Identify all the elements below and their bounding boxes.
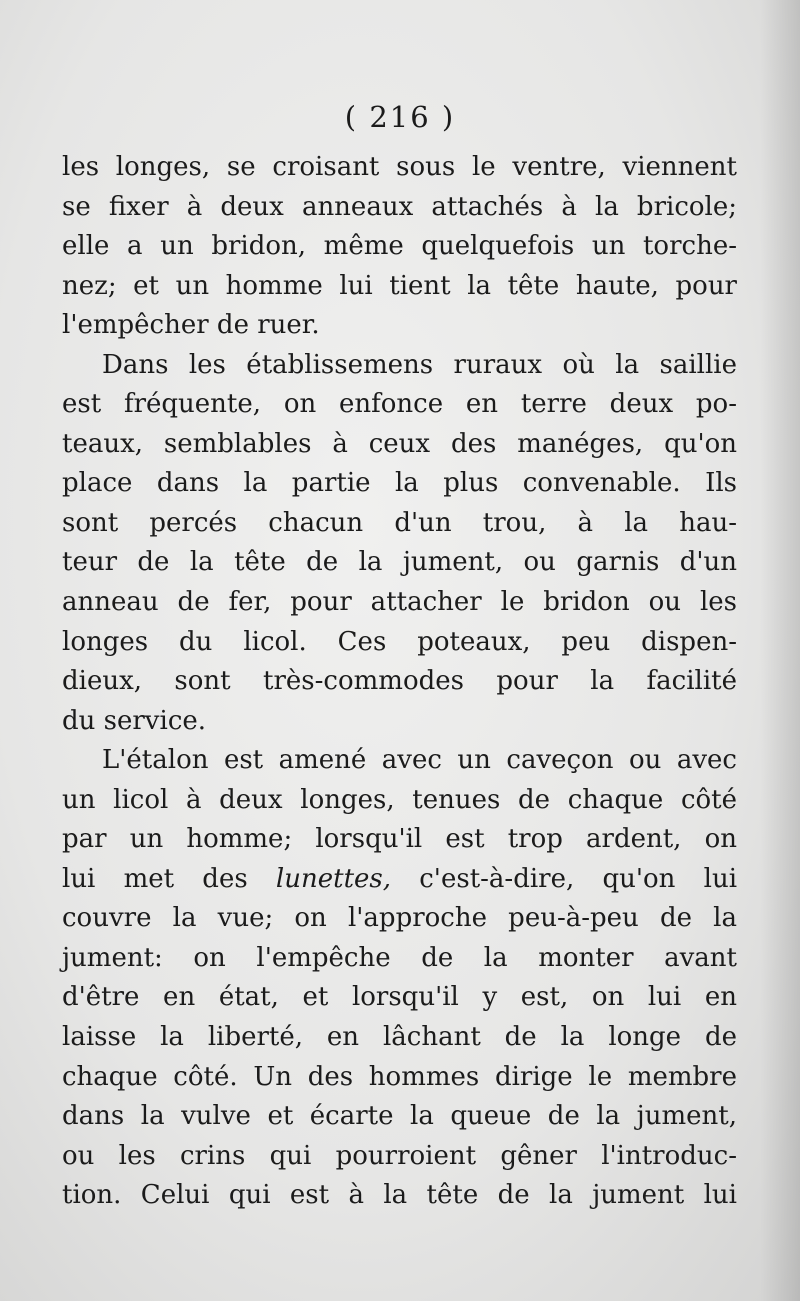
text-line: couvre la vue; on l'approche peu-à-peu de la bbox=[62, 903, 737, 934]
text-segment: c'est-à-dire, qu'on lui bbox=[419, 863, 738, 894]
text-line-with-italic bbox=[62, 860, 737, 900]
text-segment: lui met des bbox=[62, 863, 248, 894]
paragraph-start-line: Dans les établissemens ruraux où la saillie bbox=[102, 349, 737, 380]
text-line: est fréquente, on enfonce en terre deux po- bbox=[62, 389, 737, 420]
text-line: place dans la partie la plus convenable. Ils bbox=[62, 468, 737, 499]
text-line: du service. bbox=[62, 705, 207, 736]
text-line: elle a un bridon, même quelquefois un torche- bbox=[62, 231, 737, 262]
text-line: d'être en état, et lorsqu'il y est, on lui en bbox=[62, 982, 737, 1013]
text-line: laisse la liberté, en lâchant de la longe de bbox=[62, 1022, 737, 1053]
text-line: les longes, se croisant sous le ventre, viennent bbox=[62, 152, 737, 182]
text-line: nez; et un homme lui tient la tête haute, pour bbox=[62, 270, 737, 301]
page-number: ( 216 ) bbox=[344, 100, 456, 134]
text-line: jument: on l'empêche de la monter avant bbox=[62, 942, 737, 973]
text-line: teaux, semblables à ceux des manéges, qu'on bbox=[62, 428, 737, 459]
text-line: se fixer à deux anneaux attachés à la bricole; bbox=[62, 191, 737, 222]
text-line: longes du licol. Ces poteaux, peu dispen- bbox=[62, 626, 737, 657]
text-line: un licol à deux longes, tenues de chaque côté bbox=[62, 784, 737, 815]
text-line: l'empêcher de ruer. bbox=[62, 310, 320, 341]
text-line: teur de la tête de la jument, ou garnis d'un bbox=[62, 547, 737, 578]
text-line: dans la vulve et écarte la queue de la jument, bbox=[62, 1101, 737, 1132]
text-line: ou les crins qui pourroient gêner l'introduc- bbox=[62, 1140, 737, 1171]
text-line: par un homme; lorsqu'il est trop ardent, on bbox=[62, 824, 737, 855]
paragraph-start-line: L'étalon est amené avec un caveçon ou avec bbox=[102, 745, 737, 776]
text-line: sont percés chacun d'un trou, à la hau- bbox=[62, 507, 737, 538]
text-line: anneau de fer, pour attacher le bridon ou les bbox=[62, 587, 737, 618]
page-edge-shadow bbox=[760, 0, 800, 1301]
text-line: dieux, sont très-commodes pour la facilité bbox=[62, 666, 737, 697]
text-line: tion. Celui qui est à la tête de la jument lui bbox=[62, 1180, 737, 1211]
body-text bbox=[62, 148, 737, 1216]
italic-term: lunettes, bbox=[275, 863, 392, 894]
text-line: chaque côté. Un des hommes dirige le membre bbox=[62, 1061, 737, 1092]
